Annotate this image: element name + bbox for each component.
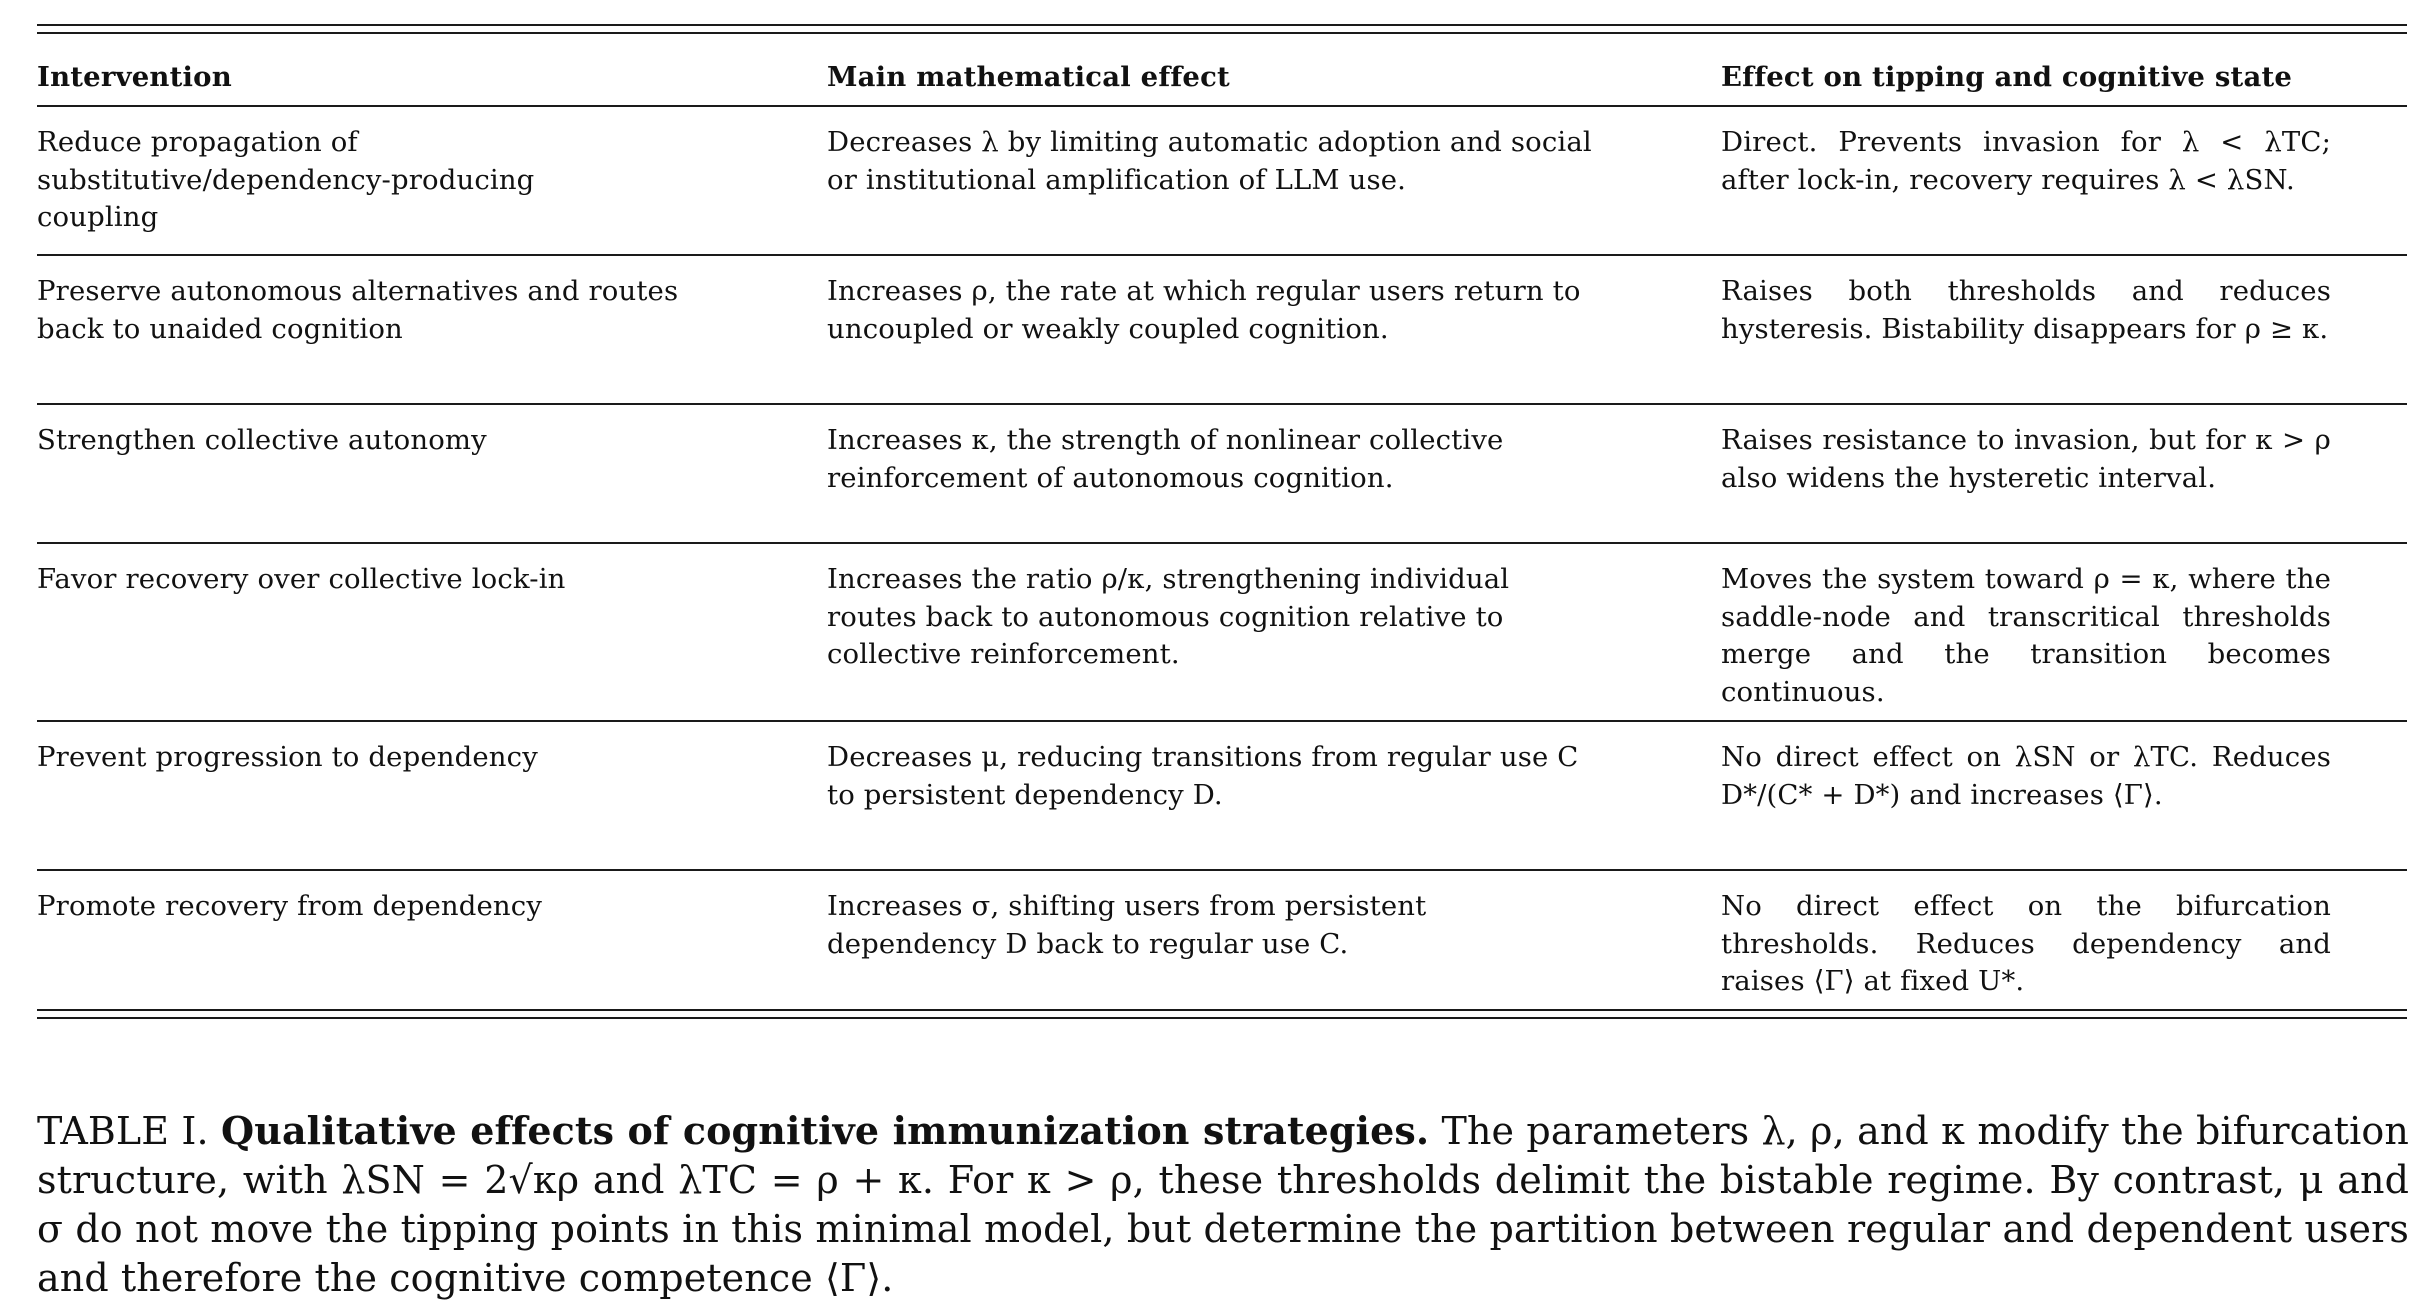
math-effect-cell: Decreases μ, reducing transitions from regular use C to persistent dependency D. [827, 741, 1579, 811]
math-effect-cell: Increases the ratio ρ/κ, strengthening individual routes back to autonomous cognition relative to collective reinforcement. [827, 563, 1510, 670]
caption-text: The parameters λ, ρ, and κ modify the bifurcation structure, with λSN = 2√κρ and λTC = ρ + κ. For κ > ρ, these thresholds delimit the bistable regime. By contrast, μ and σ do not move the tipping points in this minimal model, but determine the partition between regular and dependent users and therefore the cognitive competence ⟨Γ⟩. [37, 1109, 2409, 1300]
intervention-cell: Reduce propagation of substitutive/dependency-producing coupling [37, 126, 535, 233]
results-table [37, 24, 2407, 1019]
table-row [37, 107, 2407, 254]
tipping-effect-cell: Raises both thresholds and reduces hysteresis. Bistability disappears for ρ ≥ κ. [1721, 275, 2331, 345]
intervention-cell: Preserve autonomous alternatives and routes back to unaided cognition [37, 275, 679, 345]
math-effect-cell: Increases κ, the strength of nonlinear collective reinforcement of autonomous cognition. [827, 424, 1504, 494]
header-intervention: Intervention [37, 61, 232, 93]
tipping-effect-cell: Raises resistance to invasion, but for κ > ρ also widens the hysteretic interval. [1721, 424, 2331, 494]
tipping-effect-cell: Moves the system toward ρ = κ, where the saddle-node and transcritical thresholds merge and the transition becomes continuous. [1721, 563, 2331, 708]
math-effect-cell: Increases ρ, the rate at which regular users return to uncoupled or weakly coupled cognition. [827, 275, 1581, 345]
tipping-effect-cell: Direct. Prevents invasion for λ < λTC; after lock-in, recovery requires λ < λSN. [1721, 126, 2331, 196]
tipping-effect-cell: No direct effect on λSN or λTC. Reduces D*/(C* + D*) and increases ⟨Γ⟩. [1721, 741, 2331, 811]
math-effect-cell: Decreases λ by limiting automatic adoption and social or institutional amplification of LLM use. [827, 126, 1592, 196]
caption-title: Qualitative effects of cognitive immunization strategies. [221, 1108, 1430, 1153]
header-tipping-effect: Effect on tipping and cognitive state [1721, 61, 2293, 93]
header-math-effect: Main mathematical effect [827, 61, 1230, 93]
intervention-cell: Strengthen collective autonomy [37, 424, 487, 456]
intervention-cell: Favor recovery over collective lock-in [37, 563, 566, 595]
tipping-effect-cell: No direct effect on the bifurcation thresholds. Reduces dependency and raises ⟨Γ⟩ at fixed U*. [1721, 890, 2331, 997]
table-row [37, 256, 2407, 403]
table-header-row [37, 34, 2407, 105]
caption-label: TABLE I. [37, 1109, 209, 1153]
table-row [37, 871, 2407, 1009]
table-caption [37, 1106, 2409, 1303]
table-row [37, 405, 2407, 542]
table-row [37, 544, 2407, 720]
intervention-cell: Promote recovery from dependency [37, 890, 543, 922]
table-row [37, 722, 2407, 869]
bottom-rule-2 [37, 1017, 2407, 1019]
intervention-cell: Prevent progression to dependency [37, 741, 538, 773]
math-effect-cell: Increases σ, shifting users from persistent dependency D back to regular use C. [827, 890, 1427, 960]
